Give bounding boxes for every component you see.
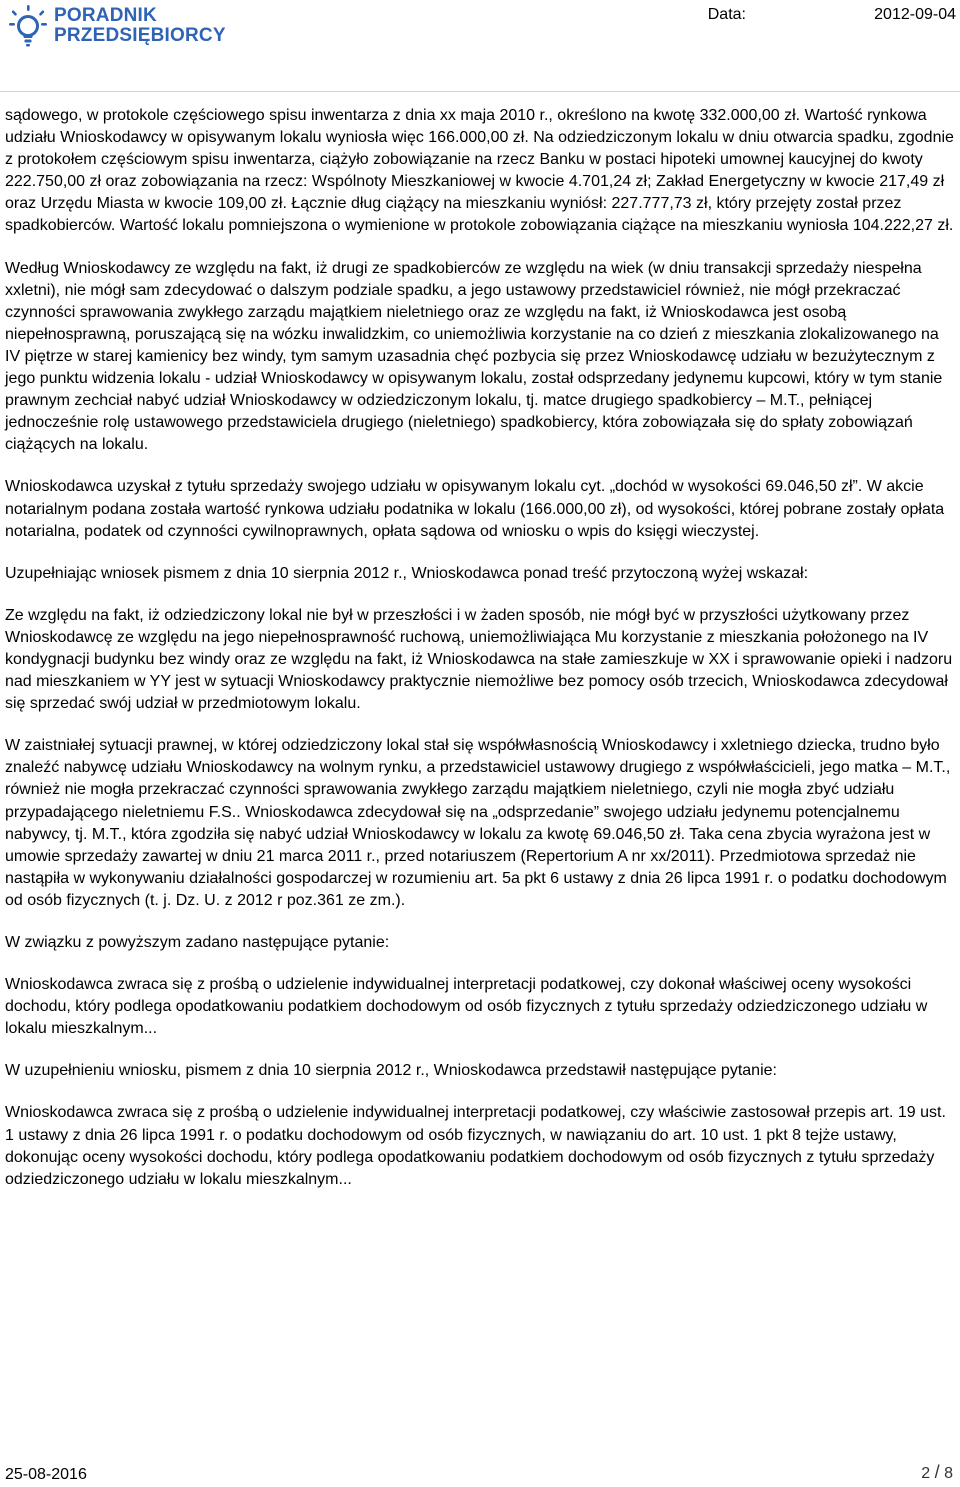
paragraph: W uzupełnieniu wniosku, pismem z dnia 10 sierpnia 2012 r., Wnioskodawca przedstawił następujące pytanie: [5, 1062, 777, 1080]
page-footer [0, 1444, 960, 1487]
paragraph: Wnioskodawca uzyskał z tytułu sprzedaży swojego udziału w opisywanym lokalu cyt. „dochód w wysokości 69.046,50 zł”. W akcie notarialnym podana została wartość rynkowa udziału podatnika w lokalu (166.000,00 zł), od wysokości, której pobrane zostały opłata notarialna, podatek od czynności cywilnoprawnych, opłata sądowa od wniosku o wpis do księgi wieczystej. [5, 478, 945, 540]
footer-date: 25-08-2016 [5, 1466, 87, 1483]
page-separator: / [934, 1462, 940, 1482]
brand-name [54, 6, 226, 46]
lightbulb-icon [8, 4, 48, 48]
document-body [5, 105, 955, 1211]
page-current: 2 [921, 1465, 931, 1482]
brand-line-1: PORADNIK [54, 5, 157, 26]
page-header [0, 0, 960, 92]
brand-logo[interactable] [8, 4, 226, 48]
paragraph: Ze względu na fakt, iż odziedziczony lokal nie był w przeszłości i w żaden sposób, nie mógł być w przyszłości użytkowany przez Wnioskodawcę ze względu na jego niepełnosprawność ruchową, uniemożliwiająca Mu korzystanie z mieszkania położonego na IV kondygnacji budynku bez windy oraz ze względu na fakt, iż Wnioskodawca na stałe zamieszkuje w XX i sprawowanie opieki i nadzoru nad mieszkaniem w YY jest w sytuacji Wnioskodawcy praktycznie niemożliwe bez pomocy osób trzecich, Wnioskodawca zdecydował się sprzedać swój udział w przedmiotowym lokalu. [5, 606, 953, 713]
brand-line-2: PRZEDSIĘBIORCY [54, 25, 226, 46]
paragraph: Według Wnioskodawcy ze względu na fakt, iż drugi ze spadkobierców ze względu na wiek (w dniu transakcji sprzedaży niespełna xxletni), nie mógł sam zdecydować o dalszym podziale spadku, a jego ustawowy przedstawiciel również, nie mógł przekraczać czynności sprawowania zwykłego zarządu majątkiem nieletniego oraz ze względu na fakt, iż Wnioskodawca jest osobą niepełnosprawną, poruszającą się na wózku inwalidzkim, co uniemożliwia korzystanie na co dzień z mieszkania zlokalizowanego na IV piętrze w starej kamienicy bez windy, tym samym uzasadnia chęć pozbycia się przez Wnioskodawcę udziału w bezużytecznym z jego punktu widzenia lokalu - udział Wnioskodawcy w opisywanym lokalu, został odsprzedany jedynemu kupcowi, który w tym stanie prawnym zechciał nabyć udział Wnioskodawcy w odziedziczonym lokalu, tj. matce drugiego spadkobiercy – M.T., pełniącej jednocześnie rolę ustawowego przedstawiciela drugiego (nieletniego) spadkobiercy, która zobowiązała się do spłaty zobowiązań ciążących na lokalu. [5, 259, 943, 454]
date-value: 2012-09-04 [874, 6, 956, 23]
page-total: 8 [944, 1465, 953, 1482]
paragraph: W związku z powyższym zadano następujące pytanie: [5, 934, 390, 951]
date-label: Data: [707, 6, 746, 23]
paragraph: Wnioskodawca zwraca się z prośbą o udzielenie indywidualnej interpretacji podatkowej, czy właściwie zastosował przepis art. 19 ust. 1 ustawy z dnia 26 lipca 1991 r. o podatku dochodowym od osób fizycznych, w nawiązaniu do art. 10 ust. 1 pkt 8 tejże ustawy, dokonując oceny wysokości dochodu, który podlega opodatkowaniu podatkiem dochodowym od osób fizycznych z tytułu sprzedaży odziedziczonego udziału w lokalu mieszkalnym... [5, 1104, 946, 1188]
header-divider [0, 91, 960, 92]
paragraph: Uzupełniając wniosek pismem z dnia 10 sierpnia 2012 r., Wnioskodawca ponad treść przytoczoną wyżej wskazał: [5, 564, 809, 582]
paragraph: sądowego, w protokole częściowego spisu inwentarza z dnia xx maja 2010 r., określono na kwotę 332.000,00 zł. Wartość rynkowa udziału Wnioskodawcy w opisywanym lokalu wyniosła więc 166.000,00 zł. Na odziedziczonym lokalu w dniu otwarcia spadku, zgodnie z protokołem częściowym spisu inwentarza, ciążyło zobowiązanie na rzecz Banku w postaci hipoteki umownej kaucyjnej do kwoty 222.750,00 zł oraz zobowiązania na rzecz: Wspólnoty Mieszkaniowej w kwocie 4.701,24 zł; Zakład Energetyczny w kwocie 217,49 zł oraz Urzędu Miasta w kwocie 109,00 zł. Łącznie dług ciążący na mieszkaniu wyniósł: 227.777,73 zł, który przejęty został przez spadkobierców. Wartość lokalu pomniejszona o wymienione w protokole zobowiązania ciążące na mieszkaniu wyniosła 104.222,27 zł. [5, 107, 954, 235]
page-number [921, 1462, 953, 1483]
paragraph: Wnioskodawca zwraca się z prośbą o udzielenie indywidualnej interpretacji podatkowej, czy dokonał właściwej oceny wysokości dochodu, który podlega opodatkowaniu podatkiem dochodowym od osób fizycznych z tytułu sprzedaży odziedziczonego udziału w lokalu mieszkalnym... [5, 976, 928, 1038]
paragraph: W zaistniałej sytuacji prawnej, w której odziedziczony lokal stał się współwłasnością Wnioskodawcy i xxletniego dziecka, trudno było znaleźć nabywcę udziału Wnioskodawcy na wolnym rynku, a przedstawiciel ustawowy drugiego z współwłaścicieli, jego matka – M.T., również nie mogła przekraczać czynności sprawowania zwykłego zarządu majątkiem nieletniego, czyli nie mogła zbyć udziału przypadającego nieletniemu F.S.. Wnioskodawca zdecydował się na „odsprzedanie” swojego udziału jedynemu potencjalnemu nabywcy, tj. M.T., która zgodziła się nabyć udział Wnioskodawcy w lokalu za kwotę 69.046,50 zł. Taka cena zbycia wyrażona jest w umowie sprzedaży zawartej w dniu 21 marca 2011 r., przed notariuszem (Repertorium A nr xx/2011). Przedmiotowa sprzedaż nie nastąpiła w wykonywaniu działalności gospodarczej w rozumieniu art. 5a pkt 6 ustawy z dnia 26 lipca 1991 r. o podatku dochodowym od osób fizycznych (t. j. Dz. U. z 2012 r poz.361 ze zm.). [5, 737, 951, 909]
